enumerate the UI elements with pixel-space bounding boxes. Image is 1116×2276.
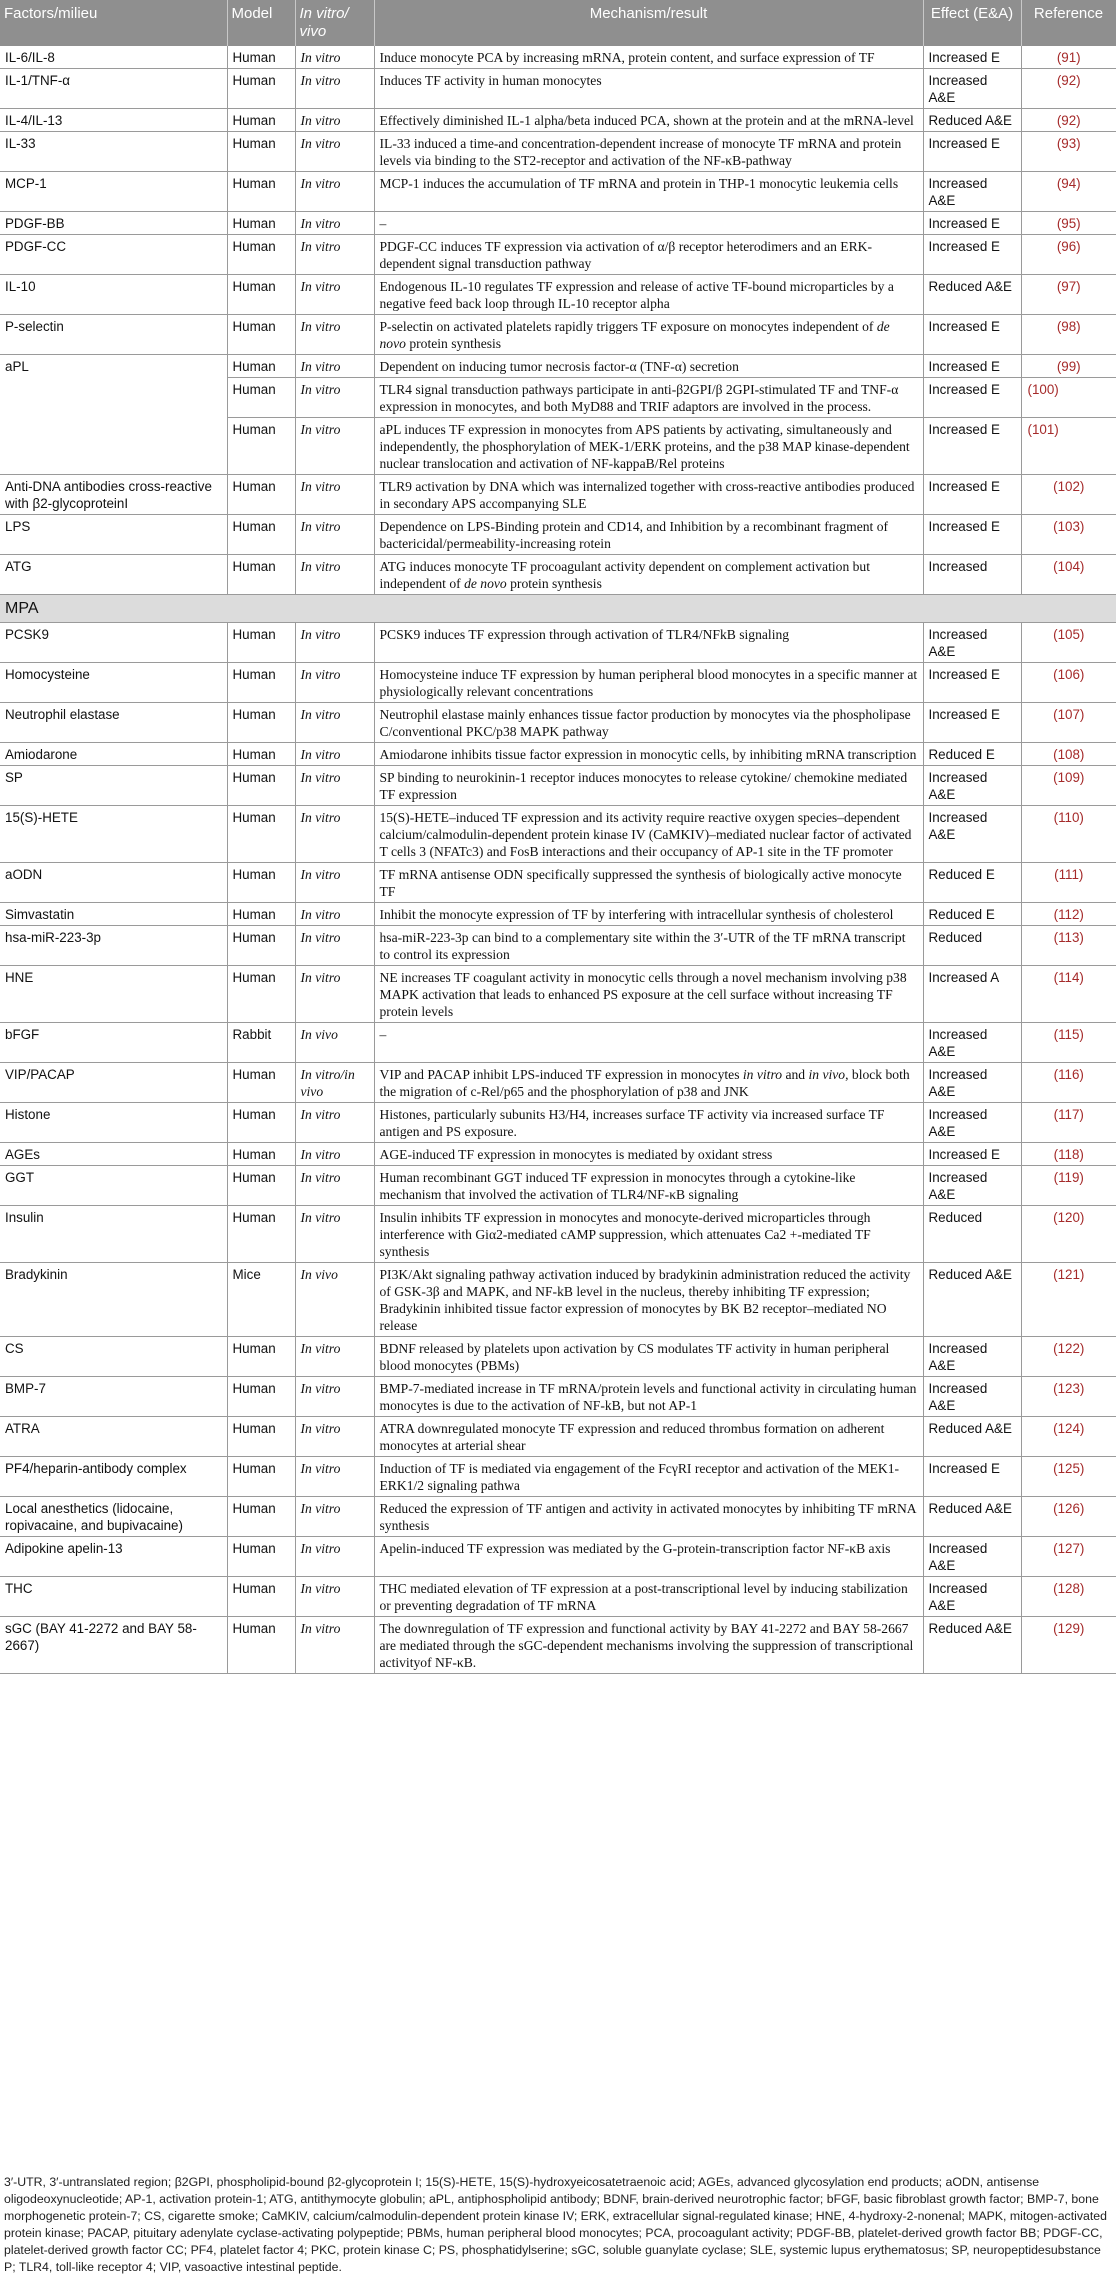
vitro-cell: In vitro [295, 743, 374, 766]
reference-cell: (92) [1021, 69, 1116, 109]
table-row [0, 1103, 1116, 1143]
mechanism-cell: The downregulation of TF expression and functional activity by BAY 41-2272 and BAY 58-2667 are mediated through the sGC-dependent mechanisms involving the suppression of transcriptional activityof NF-κB. [374, 1617, 923, 1674]
reference-cell: (125) [1021, 1457, 1116, 1497]
mechanism-cell: NE increases TF coagulant activity in monocytic cells through a novel mechanism involving p38 MAPK activation that leads to enhanced PS exposure at the cell surface without increasing TF protein levels [374, 966, 923, 1023]
effect-cell: Increased E [923, 1457, 1021, 1497]
vitro-cell: In vitro [295, 663, 374, 703]
reference-cell: (111) [1021, 863, 1116, 903]
model-cell: Human [227, 743, 295, 766]
model-cell: Human [227, 172, 295, 212]
vitro-cell: In vitro [295, 623, 374, 663]
effect-cell: Increased E [923, 212, 1021, 235]
effect-cell: Increased A&E [923, 1063, 1021, 1103]
reference-cell: (115) [1021, 1023, 1116, 1063]
table-row [0, 212, 1116, 235]
mechanism-cell: TLR4 signal transduction pathways participate in anti-β2GPI/β 2GPI-stimulated TF and TNF-α expression in monocytes, and both MyD88 and TRIF adaptors are involved in the process. [374, 378, 923, 418]
mechanism-text: P-selectin on activated platelets rapidly triggers TF exposure on monocytes independent of [379, 319, 877, 334]
mechanism-cell: THC mediated elevation of TF expression at a post-transcriptional level by inducing stabilization or preventing degradation of TF mRNA [374, 1577, 923, 1617]
vitro-cell: In vitro [295, 966, 374, 1023]
reference-cell: (91) [1021, 46, 1116, 69]
mechanism-cell: Endogenous IL-10 regulates TF expression and release of active TF-bound microparticles by a negative feed back loop through IL-10 receptor alpha [374, 275, 923, 315]
effect-cell: Increased A&E [923, 1337, 1021, 1377]
table-row [0, 1166, 1116, 1206]
table-row [0, 1377, 1116, 1417]
mechanism-cell: Apelin-induced TF expression was mediated by the G-protein-transcription factor NF-κB axis [374, 1537, 923, 1577]
mechanism-cell: Neutrophil elastase mainly enhances tissue factor production by monocytes via the phospholipase C/conventional PKC/p38 MAPK pathway [374, 703, 923, 743]
vitro-cell: In vitro [295, 355, 374, 378]
factor-cell: hsa-miR-223-3p [0, 926, 227, 966]
table-row [0, 1617, 1116, 1674]
table-row [0, 235, 1116, 275]
effect-cell: Increased A [923, 966, 1021, 1023]
vitro-cell: In vitro [295, 1377, 374, 1417]
model-cell: Human [227, 1063, 295, 1103]
mechanism-cell: PCSK9 induces TF expression through activation of TLR4/NFkB signaling [374, 623, 923, 663]
factor-cell: IL-10 [0, 275, 227, 315]
factor-cell: sGC (BAY 41-2272 and BAY 58-2667) [0, 1617, 227, 1674]
effect-cell: Reduced E [923, 903, 1021, 926]
reference-cell: (107) [1021, 703, 1116, 743]
effect-cell: Reduced A&E [923, 275, 1021, 315]
vitro-cell: In vitro [295, 132, 374, 172]
vitro-cell: In vitro [295, 1103, 374, 1143]
effect-cell: Increased A&E [923, 1577, 1021, 1617]
model-cell: Human [227, 766, 295, 806]
mechanism-cell: AGE-induced TF expression in monocytes is mediated by oxidant stress [374, 1143, 923, 1166]
reference-cell: (120) [1021, 1206, 1116, 1263]
table-row [0, 355, 1116, 378]
table-row [0, 475, 1116, 515]
mechanism-italic: in vivo [808, 1067, 846, 1082]
factor-cell: 15(S)-HETE [0, 806, 227, 863]
factor-cell: BMP-7 [0, 1377, 227, 1417]
table-row [0, 315, 1116, 355]
model-cell: Human [227, 378, 295, 418]
factor-cell: PCSK9 [0, 623, 227, 663]
header-factors: Factors/milieu [0, 0, 227, 46]
section-row-mpa [0, 595, 1116, 623]
factor-cell: Amiodarone [0, 743, 227, 766]
reference-cell: (97) [1021, 275, 1116, 315]
vitro-cell: In vitro [295, 418, 374, 475]
factor-cell: Bradykinin [0, 1263, 227, 1337]
vitro-cell: In vitro [295, 703, 374, 743]
reference-cell: (103) [1021, 515, 1116, 555]
header-effect: Effect (E&A) [923, 0, 1021, 46]
table-footnote: 3′-UTR, 3′-untranslated region; β2GPI, phospholipid-bound β2-glycoprotein I; 15(S)-HETE, 15(S)-hydroxyeicosatetraenoic acid; AGEs, advanced glycosylation end products; aODN, antisense oligodeoxynucleotide; AP-1, activation protein-1; ATG, antithymocyte globulin; aPL, antiphospholipid antibody; BDNF, brain-derived neurotrophic factor; bFGF, basic fibroblast growth factor; BMP-7, bone morphogenetic protein-7; CS, cigarette smoke; CaMKIV, calcium/calmodulin-dependent protein kinase IV; ERK, extracellular signal-regulated kinase; HNE, 4-hydroxy-2-nonenal; MAPK, mitogen-activated protein kinase; PACAP, pituitary adenylate cyclase-activating polypeptide; PBMs, human peripheral blood monocytes; PCA, procoagulant activity; PDGF-BB, platelet-derived growth factor BB; PDGF-CC, platelet-derived growth factor CC; PF4, platelet factor 4; PKC, protein kinase C; PS, phosphatidylserine; sGC, soluble guanylate cyclase; SLE, systemic lupus erythematosus; SP, neuropeptidesubstance P; TLR4, toll-like receptor 4; VIP, vasoactive intestinal peptide. [4, 2175, 1107, 2274]
mechanism-cell: – [374, 1023, 923, 1063]
factor-cell: PDGF-BB [0, 212, 227, 235]
mechanism-cell: Human recombinant GGT induced TF expression in monocytes through a cytokine-like mechanism that involved the activation of TLR4/NF-κB signaling [374, 1166, 923, 1206]
model-cell: Human [227, 903, 295, 926]
reference-cell: (117) [1021, 1103, 1116, 1143]
vitro-cell: In vitro [295, 1417, 374, 1457]
effect-cell: Increased E [923, 1143, 1021, 1166]
model-cell: Human [227, 235, 295, 275]
mechanism-cell: Amiodarone inhibits tissue factor expression in monocytic cells, by inhibiting mRNA transcription [374, 743, 923, 766]
model-cell: Human [227, 69, 295, 109]
effect-cell: Increased E [923, 703, 1021, 743]
effect-cell: Reduced E [923, 743, 1021, 766]
section-label: MPA [0, 595, 1116, 623]
mechanism-cell: 15(S)-HETE–induced TF expression and its activity require reactive oxygen species–dependent calcium/calmodulin-dependent protein kinase IV (CaMKIV)–mediated nuclear factor of activated T cells 3 (NFATc3) and FosB interactions and their occupancy of AP-1 site in the TF promoter [374, 806, 923, 863]
mechanism-text: ATG induces monocyte TF procoagulant activity dependent on complement activation but independent of [379, 559, 871, 591]
factor-cell: PF4/heparin-antibody complex [0, 1457, 227, 1497]
vitro-cell: In vitro [295, 926, 374, 966]
vitro-cell: In vitro [295, 235, 374, 275]
vitro-cell: In vitro [295, 475, 374, 515]
vitro-cell: In vitro [295, 1617, 374, 1674]
reference-cell: (109) [1021, 766, 1116, 806]
vitro-cell: In vitro [295, 69, 374, 109]
mechanism-text: and [782, 1067, 809, 1082]
vitro-cell: In vivo [295, 1263, 374, 1337]
reference-cell: (93) [1021, 132, 1116, 172]
reference-cell: (102) [1021, 475, 1116, 515]
effect-cell: Increased A&E [923, 806, 1021, 863]
model-cell: Human [227, 1617, 295, 1674]
reference-cell: (128) [1021, 1577, 1116, 1617]
effect-cell: Increased A&E [923, 69, 1021, 109]
effect-cell: Reduced A&E [923, 1617, 1021, 1674]
mechanism-cell [374, 555, 923, 595]
model-cell: Human [227, 863, 295, 903]
mechanism-cell: ATRA downregulated monocyte TF expression and reduced thrombus formation on adherent monocytes at arterial shear [374, 1417, 923, 1457]
factor-cell: THC [0, 1577, 227, 1617]
table-row [0, 766, 1116, 806]
effect-cell: Increased E [923, 378, 1021, 418]
factor-cell: AGEs [0, 1143, 227, 1166]
reference-cell: (94) [1021, 172, 1116, 212]
mechanism-cell: Induction of TF is mediated via engagement of the FcγRI receptor and activation of the MEK1-ERK1/2 signaling pathwa [374, 1457, 923, 1497]
reference-cell: (99) [1021, 355, 1116, 378]
vitro-cell: In vitro [295, 46, 374, 69]
mechanism-cell [374, 315, 923, 355]
reference-cell: (124) [1021, 1417, 1116, 1457]
reference-cell: (112) [1021, 903, 1116, 926]
header-mechanism: Mechanism/result [374, 0, 923, 46]
reference-cell: (101) [1021, 418, 1116, 475]
mechanism-cell: – [374, 212, 923, 235]
mechanism-text: VIP and PACAP inhibit LPS-induced TF expression in monocytes [379, 1067, 743, 1082]
vitro-cell: In vitro [295, 863, 374, 903]
table-row [0, 703, 1116, 743]
effect-cell: Reduced E [923, 863, 1021, 903]
vitro-cell: In vitro [295, 903, 374, 926]
factor-cell: Adipokine apelin-13 [0, 1537, 227, 1577]
effect-cell: Increased A&E [923, 1377, 1021, 1417]
mechanism-cell: BDNF released by platelets upon activation by CS modulates TF activity in human peripheral blood monocytes (PBMs) [374, 1337, 923, 1377]
table-row [0, 1063, 1116, 1103]
vitro-cell: In vitro [295, 1143, 374, 1166]
factor-cell: bFGF [0, 1023, 227, 1063]
factor-cell: LPS [0, 515, 227, 555]
vitro-cell: In vitro [295, 212, 374, 235]
table-row [0, 275, 1116, 315]
vitro-cell: In vitro [295, 1457, 374, 1497]
mechanism-italic: de novo [464, 576, 507, 591]
factor-cell: Histone [0, 1103, 227, 1143]
effect-cell: Increased A&E [923, 1103, 1021, 1143]
reference-cell: (113) [1021, 926, 1116, 966]
mechanism-cell: Dependence on LPS-Binding protein and CD14, and Inhibition by a recombinant fragment of bactericidal/permeability-increasing rotein [374, 515, 923, 555]
vitro-cell: In vitro [295, 172, 374, 212]
reference-cell: (127) [1021, 1537, 1116, 1577]
factor-cell: Simvastatin [0, 903, 227, 926]
mechanism-cell: Reduced the expression of TF antigen and activity in activated monocytes by inhibiting TF mRNA synthesis [374, 1497, 923, 1537]
mechanism-cell: Insulin inhibits TF expression in monocytes and monocyte-derived microparticles through interference with Giα2-mediated cAMP suppression, which attenuates Ca2 +-mediated TF synthesis [374, 1206, 923, 1263]
effect-cell: Increased E [923, 355, 1021, 378]
table-row [0, 1263, 1116, 1337]
factor-cell: aPL [0, 355, 227, 475]
mechanism-cell: Histones, particularly subunits H3/H4, increases surface TF activity via increased surface TF antigen and PS exposure. [374, 1103, 923, 1143]
reference-cell: (116) [1021, 1063, 1116, 1103]
reference-cell: (108) [1021, 743, 1116, 766]
reference-cell: (105) [1021, 623, 1116, 663]
mechanism-italic: in vitro [742, 1067, 783, 1082]
mechanism-cell: Inhibit the monocyte expression of TF by interfering with intracellular synthesis of cholesterol [374, 903, 923, 926]
vitro-cell: In vitro [295, 1577, 374, 1617]
mechanism-cell [374, 1063, 923, 1103]
table-row [0, 806, 1116, 863]
factor-cell: SP [0, 766, 227, 806]
table-body [0, 46, 1116, 1674]
table-row [0, 926, 1116, 966]
effect-cell: Increased E [923, 46, 1021, 69]
model-cell: Human [227, 1457, 295, 1497]
table-row [0, 69, 1116, 109]
model-cell: Human [227, 212, 295, 235]
mechanism-cell: PI3K/Akt signaling pathway activation induced by bradykinin administration reduced the activity of GSK-3β and MAPK, and NF-kB level in the nucleus, thereby inhibiting TF expression; Bradykinin inhibited tissue factor expression of monocytes by BK B2 receptor–mediated NO release [374, 1263, 923, 1337]
effect-cell: Increased E [923, 418, 1021, 475]
reference-cell: (106) [1021, 663, 1116, 703]
reference-cell: (95) [1021, 212, 1116, 235]
mechanism-cell: SP binding to neurokinin-1 receptor induces monocytes to release cytokine/ chemokine mediated TF expression [374, 766, 923, 806]
table-row [0, 1337, 1116, 1377]
effect-cell: Increased A&E [923, 766, 1021, 806]
vitro-cell: In vivo [295, 1023, 374, 1063]
model-cell: Human [227, 1497, 295, 1537]
table-row [0, 903, 1116, 926]
mechanism-cell: TF mRNA antisense ODN specifically suppressed the synthesis of biologically active monocyte TF [374, 863, 923, 903]
effect-cell: Increased E [923, 515, 1021, 555]
factor-cell: IL-1/TNF-α [0, 69, 227, 109]
model-cell: Human [227, 1337, 295, 1377]
factor-cell: IL-6/IL-8 [0, 46, 227, 69]
model-cell: Human [227, 418, 295, 475]
reference-cell: (118) [1021, 1143, 1116, 1166]
effect-cell: Increased [923, 555, 1021, 595]
effect-cell: Increased A&E [923, 1537, 1021, 1577]
model-cell: Human [227, 275, 295, 315]
reference-cell: (119) [1021, 1166, 1116, 1206]
effect-cell: Reduced A&E [923, 1263, 1021, 1337]
table-row [0, 1206, 1116, 1263]
effect-cell: Increased E [923, 663, 1021, 703]
table-row [0, 132, 1116, 172]
model-cell: Mice [227, 1263, 295, 1337]
vitro-cell: In vitro [295, 1537, 374, 1577]
vitro-cell: In vitro [295, 275, 374, 315]
factor-cell: Neutrophil elastase [0, 703, 227, 743]
factor-cell: Local anesthetics (lidocaine, ropivacaine, and bupivacaine) [0, 1497, 227, 1537]
vitro-cell: In vitro [295, 1166, 374, 1206]
factor-cell: P-selectin [0, 315, 227, 355]
mechanism-cell: Induces TF activity in human monocytes [374, 69, 923, 109]
factor-cell: MCP-1 [0, 172, 227, 212]
effect-cell: Increased E [923, 475, 1021, 515]
vitro-cell: In vitro [295, 1206, 374, 1263]
table-row [0, 1417, 1116, 1457]
model-cell: Human [227, 1577, 295, 1617]
reference-cell: (114) [1021, 966, 1116, 1023]
factor-cell: aODN [0, 863, 227, 903]
vitro-cell: In vitro [295, 806, 374, 863]
table-row [0, 663, 1116, 703]
effect-cell: Reduced [923, 926, 1021, 966]
reference-cell: (129) [1021, 1617, 1116, 1674]
table-row [0, 1457, 1116, 1497]
header-model: Model [227, 0, 295, 46]
effect-cell: Reduced A&E [923, 1417, 1021, 1457]
table-row [0, 515, 1116, 555]
model-cell: Human [227, 555, 295, 595]
model-cell: Human [227, 109, 295, 132]
vitro-cell: In vitro [295, 378, 374, 418]
reference-cell: (104) [1021, 555, 1116, 595]
model-cell: Human [227, 1537, 295, 1577]
factor-cell: HNE [0, 966, 227, 1023]
mechanism-cell: hsa-miR-223-3p can bind to a complementary site within the 3′-UTR of the TF mRNA transcript to control its expression [374, 926, 923, 966]
model-cell: Human [227, 703, 295, 743]
vitro-cell: In vitro [295, 1337, 374, 1377]
factor-cell: PDGF-CC [0, 235, 227, 275]
effect-cell: Increased A&E [923, 623, 1021, 663]
header-vitro [295, 0, 374, 46]
model-cell: Human [227, 315, 295, 355]
model-cell: Human [227, 806, 295, 863]
effect-cell: Reduced A&E [923, 1497, 1021, 1537]
model-cell: Rabbit [227, 1023, 295, 1063]
effect-cell: Increased A&E [923, 1023, 1021, 1063]
table-row [0, 1143, 1116, 1166]
table-row [0, 743, 1116, 766]
factor-cell: IL-33 [0, 132, 227, 172]
vitro-cell: In vitro [295, 766, 374, 806]
effect-cell: Increased E [923, 132, 1021, 172]
header-reference: Reference [1021, 0, 1116, 46]
model-cell: Human [227, 515, 295, 555]
table-row [0, 1497, 1116, 1537]
reference-cell: (126) [1021, 1497, 1116, 1537]
model-cell: Human [227, 355, 295, 378]
mechanism-cell: Homocysteine induce TF expression by human peripheral blood monocytes in a specific manner at physiologically relevant concentrations [374, 663, 923, 703]
mechanism-cell: Effectively diminished IL-1 alpha/beta induced PCA, shown at the protein and at the mRNA-level [374, 109, 923, 132]
factor-cell: Homocysteine [0, 663, 227, 703]
mechanism-cell: TLR9 activation by DNA which was internalized together with cross-reactive antibodies produced in secondary APS accompanying SLE [374, 475, 923, 515]
model-cell: Human [227, 926, 295, 966]
factor-cell: IL-4/IL-13 [0, 109, 227, 132]
model-cell: Human [227, 1166, 295, 1206]
model-cell: Human [227, 1103, 295, 1143]
effect-cell: Increased A&E [923, 172, 1021, 212]
model-cell: Human [227, 623, 295, 663]
model-cell: Human [227, 1377, 295, 1417]
reference-cell: (110) [1021, 806, 1116, 863]
reference-cell: (123) [1021, 1377, 1116, 1417]
factor-cell: Insulin [0, 1206, 227, 1263]
vitro-cell: In vitro [295, 109, 374, 132]
effect-cell: Increased E [923, 315, 1021, 355]
reference-cell: (100) [1021, 378, 1116, 418]
mechanism-italic: de novo [379, 319, 890, 351]
table-row [0, 966, 1116, 1023]
reference-cell: (96) [1021, 235, 1116, 275]
model-cell: Human [227, 475, 295, 515]
table-row [0, 623, 1116, 663]
reference-cell: (121) [1021, 1263, 1116, 1337]
table-row [0, 1023, 1116, 1063]
header-vitro-text: In vitro/ vivo [299, 5, 349, 40]
mechanism-text: protein synthesis [506, 576, 602, 591]
mechanism-cell: Dependent on inducing tumor necrosis factor-α (TNF-α) secretion [374, 355, 923, 378]
table-row [0, 172, 1116, 212]
table-row [0, 1577, 1116, 1617]
reference-cell: (122) [1021, 1337, 1116, 1377]
reference-cell: (92) [1021, 109, 1116, 132]
factor-cell: ATRA [0, 1417, 227, 1457]
model-cell: Human [227, 1206, 295, 1263]
table-row [0, 46, 1116, 69]
factor-cell: CS [0, 1337, 227, 1377]
effect-cell: Reduced [923, 1206, 1021, 1263]
model-cell: Human [227, 132, 295, 172]
table-header [0, 0, 1116, 46]
mechanism-cell: MCP-1 induces the accumulation of TF mRNA and protein in THP-1 monocytic leukemia cells [374, 172, 923, 212]
effect-cell: Increased E [923, 235, 1021, 275]
effect-cell: Increased A&E [923, 1166, 1021, 1206]
model-cell: Human [227, 966, 295, 1023]
mechanism-cell: aPL induces TF expression in monocytes from APS patients by activating, simultaneously and independently, the phosphorylation of MEK-1/ERK proteins, and the p38 MAP kinase-dependent nuclear translocation and activation of NF-kappaB/Rel proteins [374, 418, 923, 475]
factor-cell: VIP/PACAP [0, 1063, 227, 1103]
table-row [0, 1537, 1116, 1577]
vitro-cell: In vitro/in vivo [295, 1063, 374, 1103]
vitro-cell: In vitro [295, 315, 374, 355]
model-cell: Human [227, 1143, 295, 1166]
mechanism-cell: PDGF-CC induces TF expression via activation of α/β receptor heterodimers and an ERK-dependent signal transduction pathway [374, 235, 923, 275]
factor-cell: Anti-DNA antibodies cross-reactive with β2-glycoproteinI [0, 475, 227, 515]
reference-cell: (98) [1021, 315, 1116, 355]
table-row [0, 555, 1116, 595]
table-row [0, 109, 1116, 132]
mechanism-cell: BMP-7-mediated increase in TF mRNA/protein levels and functional activity in circulating human monocytes is due to the activation of NF-kB, but not AP-1 [374, 1377, 923, 1417]
model-cell: Human [227, 46, 295, 69]
model-cell: Human [227, 663, 295, 703]
mechanism-text: , block both the migration of c-Rel/p65 and the phosphorylation of p38 and JNK [379, 1067, 910, 1099]
factor-cell: GGT [0, 1166, 227, 1206]
mechanism-cell: Induce monocyte PCA by increasing mRNA, protein content, and surface expression of TF [374, 46, 923, 69]
mechanism-text: protein synthesis [405, 336, 502, 351]
vitro-cell: In vitro [295, 515, 374, 555]
effect-cell: Reduced A&E [923, 109, 1021, 132]
vitro-cell: In vitro [295, 1497, 374, 1537]
vitro-cell: In vitro [295, 555, 374, 595]
table-row [0, 863, 1116, 903]
factor-cell: ATG [0, 555, 227, 595]
model-cell: Human [227, 1417, 295, 1457]
mechanism-cell: IL-33 induced a time-and concentration-dependent increase of monocyte TF mRNA and protein levels via binding to the ST2-receptor and activation of the NF-κB-pathway [374, 132, 923, 172]
